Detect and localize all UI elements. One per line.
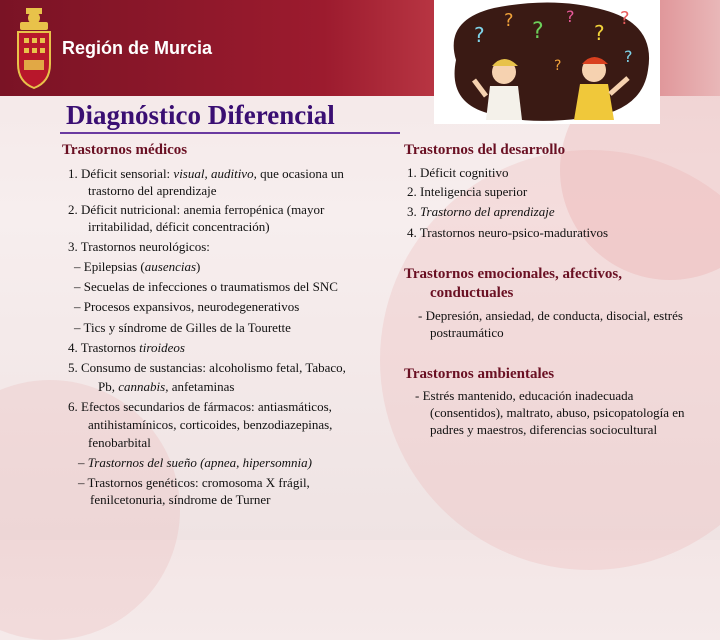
list-item: - Estrés mantenido, educación inadecuada [415,388,634,403]
list-item: – Tics y síndrome de Gilles de la Tourette [74,320,291,335]
list-item: – Trastornos genéticos: cromosoma X frágil, [78,475,310,490]
list-item: 4. Trastornos tiroideos [68,340,185,355]
list-item: padres y maestros, diferencias sociocultural [430,422,658,437]
svg-text:?: ? [624,47,633,66]
list-item: - Depresión, ansiedad, de conducta, disocial, estrés [418,308,683,323]
list-item: 2. Inteligencia superior [407,184,528,199]
list-item: 5. Consumo de sustancias: alcoholismo fetal, Tabaco, [68,360,346,375]
list-item: 3. Trastorno del aprendizaje [407,204,555,219]
title-underline [60,132,400,134]
svg-text:?: ? [620,8,630,29]
list-item: – Secuelas de infecciones o traumatismos del SNC [74,279,338,294]
heading-trastornos-desarrollo: Trastornos del desarrollo [404,142,566,158]
list-item: 3. Trastornos neurológicos: [68,239,210,254]
list-item: antihistamínicos, corticoides, benzodiazepinas, [88,417,333,432]
region-crest-icon [12,6,56,90]
svg-text:?: ? [532,19,544,44]
list-item: irritabilidad, déficit concentración) [88,219,270,234]
svg-text:?: ? [594,21,605,45]
list-item: 2. Déficit nutricional: anemia ferropénica (mayor [68,202,325,217]
svg-text:?: ? [566,7,575,26]
question-marks-illustration [434,0,660,124]
svg-text:?: ? [504,10,514,31]
list-item: trastorno del aprendizaje [88,183,217,198]
heading-trastornos-ambientales: Trastornos ambientales [404,366,555,382]
svg-text:?: ? [554,58,562,74]
list-item: – Epilepsias (ausencias) [74,259,201,274]
list-item: fenilcetonuria, síndrome de Turner [90,492,271,507]
list-item: Pb, cannabis, anfetaminas [98,379,235,394]
slide-title: Diagnóstico Diferencial [66,100,335,130]
list-item: fenobarbital [88,435,151,450]
heading-trastornos-emocionales: Trastornos emocionales, afectivos, [404,266,623,282]
list-item: postraumático [430,325,504,340]
list-item: 4. Trastornos neuro-psico-madurativos [407,225,609,240]
list-item: 1. Déficit sensorial: visual, auditivo, que ocasiona un [68,166,344,181]
list-item: – Procesos expansivos, neurodegenerativos [74,299,300,314]
list-item: (consentidos), maltrato, abuso, psicopatología en [430,405,685,420]
region-name: Región de Murcia [62,38,213,58]
list-item: – Trastornos del sueño (apnea, hipersomnia) [78,455,312,470]
svg-text:?: ? [474,23,485,47]
list-item: 6. Efectos secundarios de fármacos: antiasmáticos, [68,399,332,414]
heading-trastornos-emocionales-cont: conductuales [430,285,514,301]
list-item: 1. Déficit cognitivo [407,165,509,180]
heading-trastornos-medicos: Trastornos médicos [62,142,188,158]
